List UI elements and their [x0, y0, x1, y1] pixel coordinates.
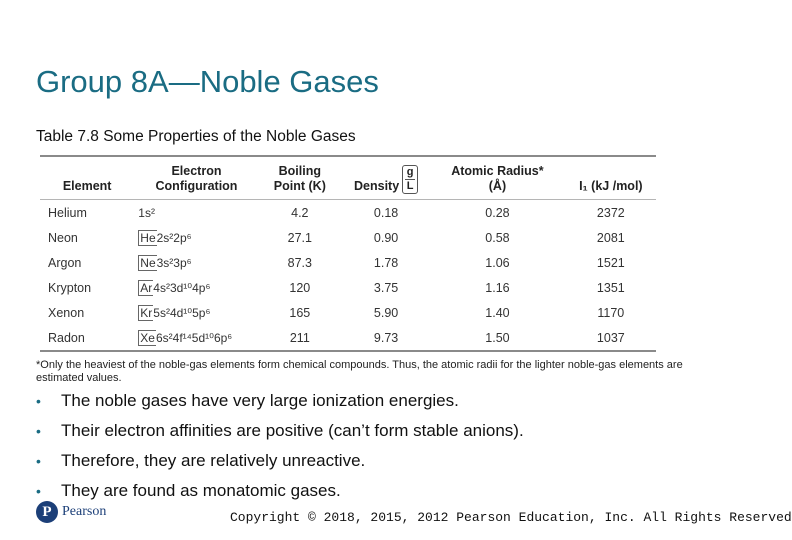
table-row	[40, 300, 656, 325]
cell-element: Xenon	[48, 305, 85, 320]
cell-atomic-radius: 1.16	[485, 280, 510, 295]
cell-density: 5.90	[373, 305, 399, 320]
cell-ionization-energy: 1521	[596, 255, 625, 270]
noble-gas-core: He	[140, 230, 156, 245]
cell-ionization-energy: 2372	[596, 205, 625, 220]
table-row	[40, 250, 656, 275]
cell-atomic-radius: 1.50	[485, 330, 510, 345]
cell-ionization-energy: 1037	[596, 330, 625, 345]
bullet-item: • Their electron affinities are positive (can’t form stable anions).	[36, 416, 524, 446]
cell-boiling-point: 4.2	[291, 205, 309, 220]
table-caption: Table 7.8 Some Properties of the Noble Gases	[36, 128, 356, 145]
cell-element: Neon	[48, 230, 78, 245]
bullet-item: • Therefore, they are relatively unreactive.	[36, 446, 524, 476]
bullet-dot: •	[36, 483, 41, 499]
noble-gas-core: Xe	[140, 330, 155, 345]
cell-element: Krypton	[48, 280, 92, 295]
cell-atomic-radius: 0.28	[485, 205, 510, 220]
cell-density: 3.75	[373, 280, 399, 295]
pearson-logo-wordmark: Pearson	[62, 504, 107, 519]
cell-ionization-energy: 1351	[596, 280, 625, 295]
pearson-logo	[36, 501, 106, 523]
cell-boiling-point: 165	[289, 305, 311, 320]
cell-density: 9.73	[373, 330, 399, 345]
bullet-item: • The noble gases have very large ionization energies.	[36, 386, 524, 416]
valence-configuration: 6s²4f¹⁴5d¹⁰6p⁶	[155, 330, 233, 345]
cell-ionization-energy: 1170	[597, 305, 625, 320]
cell-configuration	[128, 225, 256, 250]
header-atomic-radius: Atomic Radius* (Å)	[451, 164, 544, 193]
table-bottom-rule	[40, 350, 656, 352]
valence-configuration: 1s²	[138, 205, 155, 220]
table-row	[40, 325, 656, 350]
cell-boiling-point: 211	[289, 330, 310, 345]
header-boiling-point: Boiling Point (K)	[273, 164, 326, 193]
density-unit: $\frac{g}{L}$	[402, 165, 418, 194]
cell-element: Helium	[48, 205, 87, 220]
valence-configuration: 2s²2p⁶	[156, 230, 192, 245]
bullet-dot: •	[36, 453, 41, 469]
valence-configuration: 3s²3p⁶	[156, 255, 192, 270]
bullet-dot: •	[36, 423, 41, 439]
cell-density: 0.90	[373, 230, 399, 245]
header-density: Density $\frac{g}{L}$	[343, 157, 429, 200]
cell-configuration	[128, 275, 256, 300]
cell-configuration	[128, 250, 256, 275]
cell-boiling-point: 87.3	[287, 255, 312, 270]
header-element: Element	[62, 179, 112, 193]
header-ionization-energy: I₁ (kJ /mol)	[579, 179, 643, 193]
cell-boiling-point: 120	[289, 280, 311, 295]
pearson-logo-mark: P	[36, 501, 58, 523]
cell-ionization-energy: 2081	[596, 230, 625, 245]
cell-density: 0.18	[373, 205, 399, 220]
properties-table	[40, 155, 656, 352]
cell-atomic-radius: 0.58	[485, 230, 510, 245]
cell-configuration	[128, 200, 256, 226]
table-row	[40, 200, 656, 226]
cell-atomic-radius: 1.40	[485, 305, 510, 320]
cell-density: 1.78	[373, 255, 399, 270]
noble-gas-core: Ne	[140, 255, 156, 270]
copyright-notice: Copyright © 2018, 2015, 2012 Pearson Education, Inc. All Rights Reserved	[230, 510, 792, 525]
cell-boiling-point: 27.1	[287, 230, 312, 245]
valence-configuration: 5s²4d¹⁰5p⁶	[153, 305, 211, 320]
table-header-row	[40, 157, 656, 200]
valence-configuration: 4s²3d¹⁰4p⁶	[153, 280, 211, 295]
header-configuration: Electron Configuration	[155, 164, 238, 193]
bullet-item: • They are found as monatomic gases.	[36, 476, 524, 506]
cell-configuration	[128, 325, 256, 350]
noble-gas-core: Ar	[140, 280, 153, 295]
cell-atomic-radius: 1.06	[485, 255, 510, 270]
bullet-dot: •	[36, 393, 41, 409]
table-row	[40, 225, 656, 250]
table-footnote: *Only the heaviest of the noble-gas elements form chemical compounds. Thus, the atomic radii for the lighter noble-gas elements are estimated values.	[36, 359, 683, 384]
cell-element: Radon	[48, 330, 85, 345]
cell-configuration	[128, 300, 256, 325]
cell-element: Argon	[48, 255, 82, 270]
table-row	[40, 275, 656, 300]
bullet-list	[36, 386, 524, 506]
noble-gas-core: Kr	[140, 305, 153, 320]
slide-title: Group 8A—Noble Gases	[36, 64, 379, 99]
